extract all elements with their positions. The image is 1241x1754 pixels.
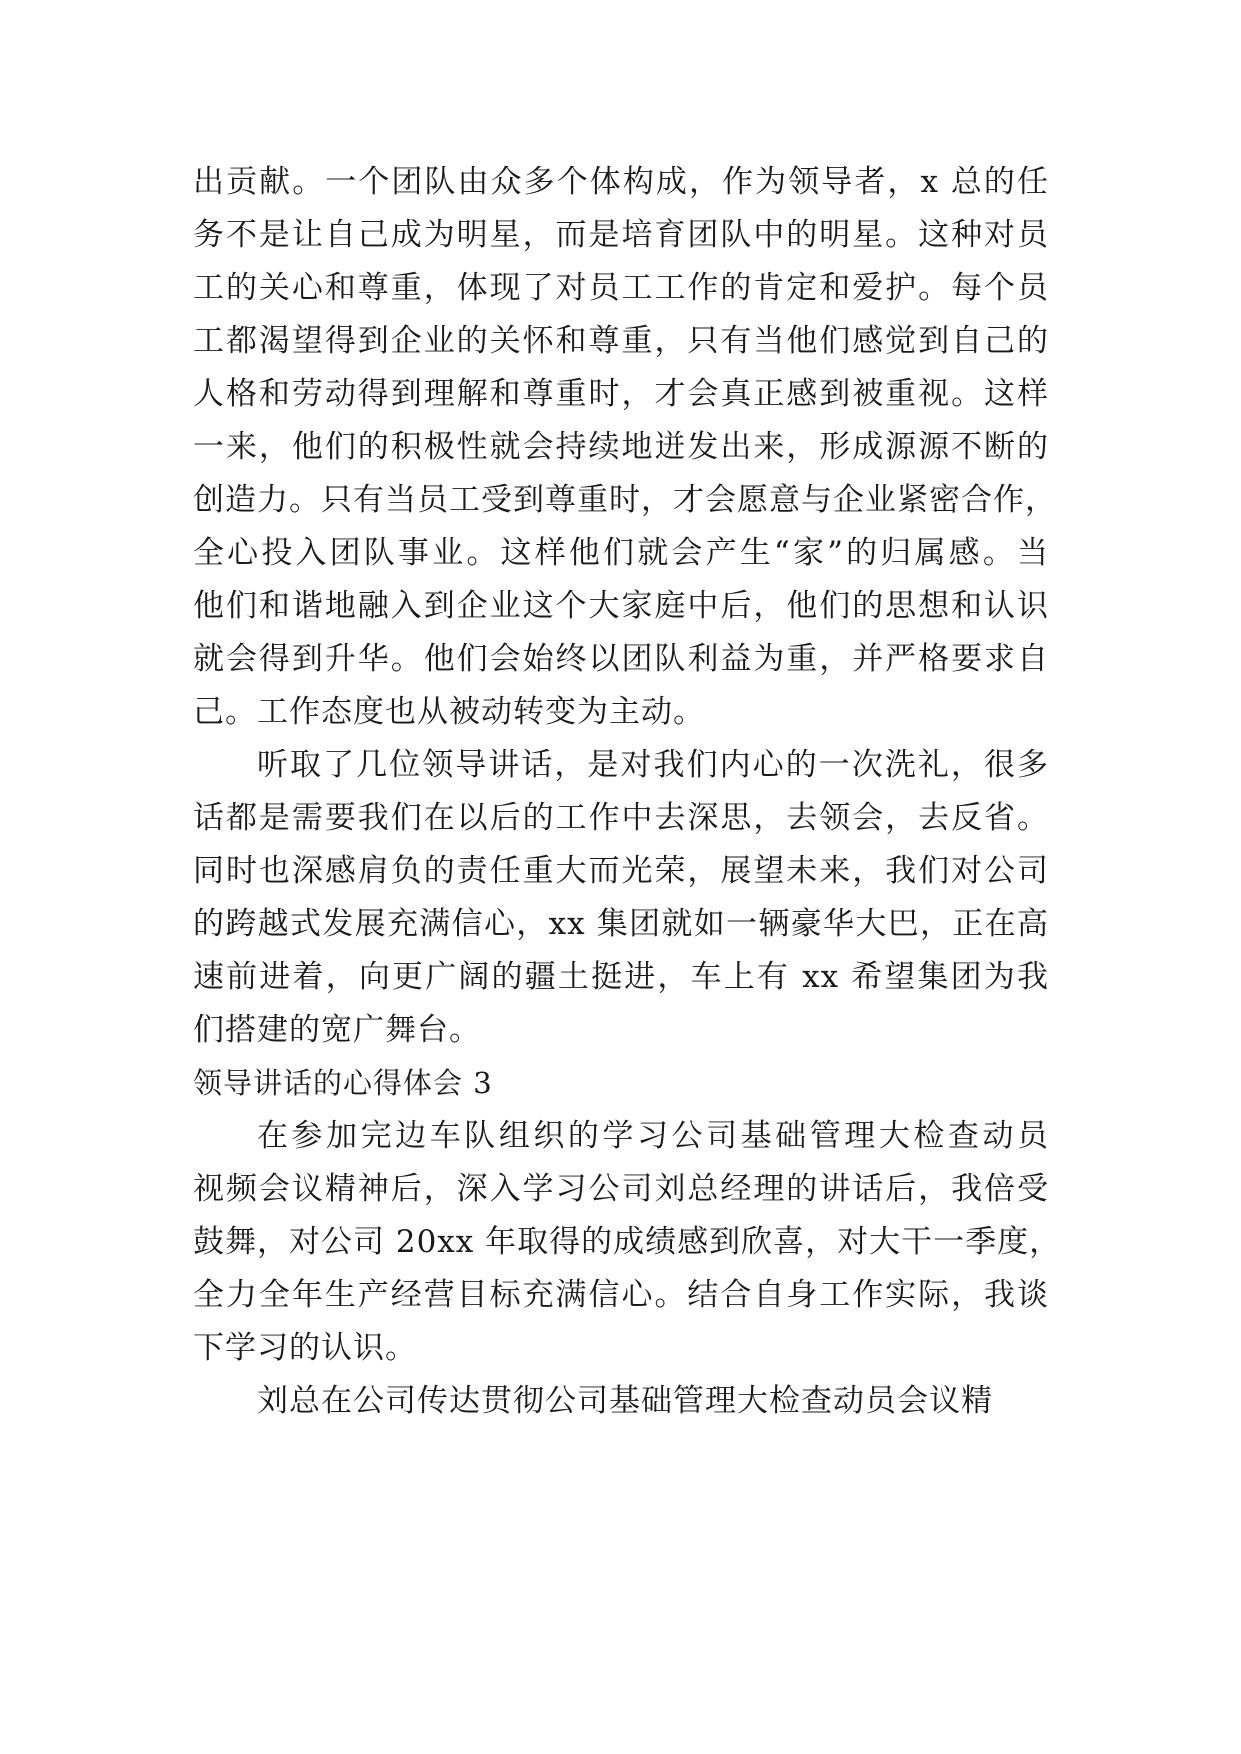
- paragraph-line: 速前进着，向更广阔的疆土挺进，车上有 xx 希望集团为我: [193, 959, 1049, 995]
- paragraph-1: [193, 156, 1057, 739]
- paragraph-line: 同时也深感肩负的责任重大而光荣，展望未来，我们对公司: [193, 853, 1049, 889]
- paragraph-line: 工都渴望得到企业的关怀和尊重，只有当他们感觉到自己的: [193, 323, 1049, 359]
- paragraph-line: 们搭建的宽广舞台。: [193, 1012, 481, 1048]
- paragraph-4: [193, 1375, 1049, 1428]
- paragraph-line: 他们和谐地融入到企业这个大家庭中后，他们的思想和认识: [193, 588, 1049, 624]
- paragraph-line: 就会得到升华。他们会始终以团队利益为重，并严格要求自: [193, 641, 1049, 677]
- paragraph-2: [193, 739, 1049, 1057]
- paragraph-line: 鼓舞，对公司 20xx 年取得的成绩感到欣喜，对大干一季度，: [193, 1224, 1062, 1260]
- paragraph-line: 一来，他们的积极性就会持续地迸发出来，形成源源不断的: [193, 429, 1049, 465]
- paragraph-3: [193, 1110, 1062, 1375]
- paragraph-line: 出贡献。一个团队由众多个体构成，作为领导者，x 总的任: [193, 164, 1049, 200]
- paragraph-line: 听取了几位领导讲话，是对我们内心的一次洗礼，很多: [257, 747, 1049, 783]
- paragraph-line: 全力全年生产经营目标充满信心。结合自身工作实际，我谈: [193, 1277, 1049, 1313]
- paragraph-line: 务不是让自己成为明星，而是培育团队中的明星。这种对员: [193, 217, 1049, 253]
- paragraph-line: 全心投入团队事业。这样他们就会产生“家”的归属感。当: [193, 535, 1049, 571]
- paragraph-line: 在参加完边车队组织的学习公司基础管理大检查动员: [257, 1118, 1049, 1154]
- paragraph-line: 己。工作态度也从被动转变为主动。: [193, 694, 705, 730]
- paragraph-line: 刘总在公司传达贯彻公司基础管理大检查动员会议精: [257, 1383, 993, 1419]
- section-heading: 领导讲话的心得体会 3: [193, 1066, 493, 1100]
- paragraph-line: 视频会议精神后，深入学习公司刘总经理的讲话后，我倍受: [193, 1171, 1049, 1207]
- paragraph-line: 下学习的认识。: [193, 1330, 417, 1366]
- paragraph-line: 的跨越式发展充满信心，xx 集团就如一辆豪华大巴，正在高: [193, 906, 1049, 942]
- paragraph-line: 工的关心和尊重，体现了对员工工作的肯定和爱护。每个员: [193, 270, 1049, 306]
- document-body: [193, 156, 1062, 1428]
- paragraph-line: 话都是需要我们在以后的工作中去深思，去领会，去反省。: [193, 800, 1049, 836]
- paragraph-line: 人格和劳动得到理解和尊重时，才会真正感到被重视。这样: [193, 376, 1049, 412]
- paragraph-line: 创造力。只有当员工受到尊重时，才会愿意与企业紧密合作，: [193, 482, 1057, 518]
